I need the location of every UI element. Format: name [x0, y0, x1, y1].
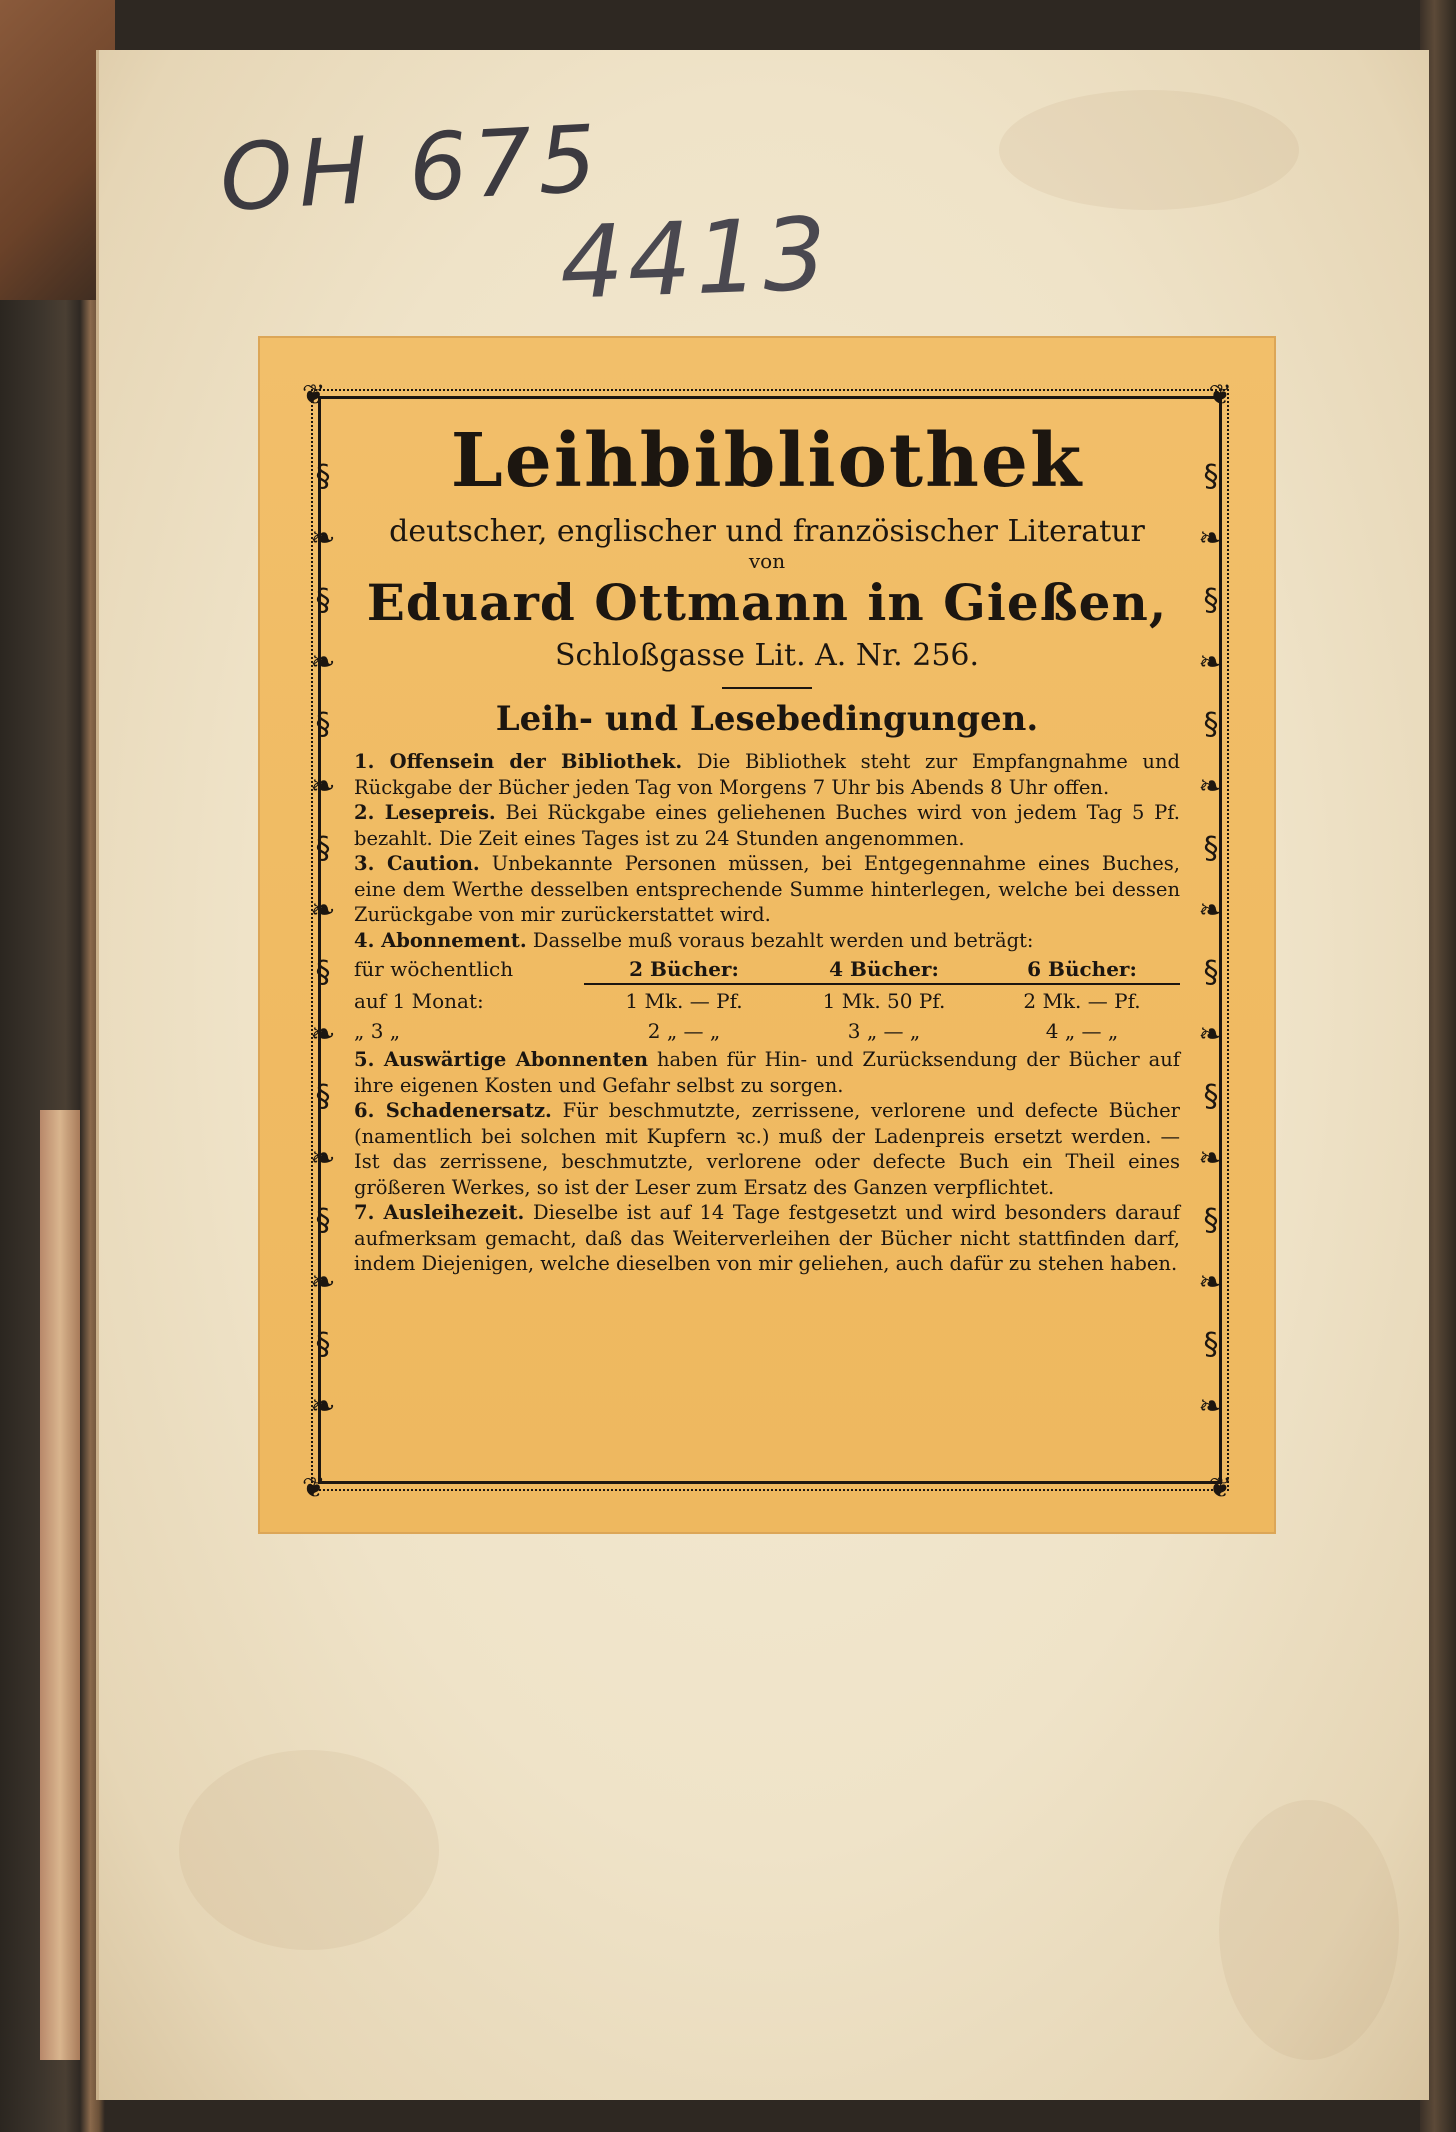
stain — [999, 90, 1299, 210]
condition-item: 7. Ausleihezeit. Dieselbe ist auf 14 Tage festgesetzt und wird besonders darauf aufmerksam gemacht, daß das Weiterverleihen der Bücher nicht stattfinden darf, indem Diejenigen, welche dieselben von mir geliehen, auch dafür zu stehen haben. — [354, 1201, 1180, 1275]
corner-ornament-icon: ❦ — [1208, 1471, 1232, 1504]
schedule-header: für wöchentlich 2 Bücher: 4 Bücher: 6 Bücher: — [354, 955, 1180, 985]
condition-item: 5. Auswärtige Abonnenten haben für Hin- und Zurücksendung der Bücher auf ihre eigenen Kosten und Gefahr selbst zu sorgen. — [354, 1048, 1180, 1097]
label-title: Leihbibliothek — [450, 418, 1084, 504]
accession-handwritten: 4413 — [558, 195, 833, 322]
label-address: Schloßgasse Lit. A. Nr. 256. — [554, 638, 980, 673]
condition-item: 6. Schadenersatz. Für beschmutzte, zerrissene, verlorene und defecte Bücher (namentlich bei solchen mit Kupfern ꝛc.) muß der Ladenpreis ersetzt werden. — Ist das zerrissene, beschmutzte, verlorene oder defecte Buch ein Theil eines größeren Werkes, so ist der Leser zum Ersatz des Ganzen verpflichtet. — [354, 1099, 1180, 1199]
label-owner: Eduard Ottmann in Gießen, — [366, 573, 1168, 632]
label-subtitle: deutscher, englischer und französischer Literatur — [389, 514, 1145, 549]
side-ornament-icon: § ❧ § ❧ § ❧ § ❧ § ❧ § ❧ § ❧ § ❧ — [1198, 459, 1224, 1424]
condition-item: 1. Offensein der Bibliothek. Die Bibliothek steht zur Empfangnahme und Rückgabe der Bücher jeden Tag von Morgens 7 Uhr bis Abends 8 Uhr offen. — [354, 750, 1180, 799]
library-label — [258, 336, 1276, 1534]
corner-ornament-icon: ❦ — [302, 1471, 326, 1504]
stain — [1219, 1800, 1399, 2060]
label-von: von — [748, 549, 786, 573]
side-ornament-icon: § ❧ § ❧ § ❧ § ❧ § ❧ § ❧ § ❧ § ❧ — [310, 459, 336, 1424]
corner-ornament-icon: ❦ — [302, 378, 326, 411]
conditions-title: Leih- und Lesebedingungen. — [495, 699, 1039, 739]
divider — [722, 687, 812, 689]
schedule-row: auf 1 Monat: 1 Mk. — Pf. 1 Mk. 50 Pf. 2 Mk. — Pf. — [354, 989, 1141, 1013]
condition-item: 2. Lesepreis. Bei Rückgabe eines geliehenen Buches wird von jedem Tag 5 Pf. bezahlt. Die Zeit eines Tages ist zu 24 Stunden angenommen. — [354, 801, 1181, 850]
shelfmark-handwritten: OH 675 — [217, 105, 605, 232]
leather-edge — [40, 1110, 80, 2060]
stain — [179, 1750, 439, 1950]
corner-ornament-icon: ❦ — [1208, 378, 1232, 411]
schedule-row: „ 3 „ 2 „ — „ 3 „ — „ 4 „ — „ — [354, 1019, 1119, 1043]
label-content — [354, 416, 1180, 1277]
condition-item: 3. Caution. Unbekannte Personen müssen, bei Entgegennahme eines Buches, eine dem Werthe desselben entsprechende Summe hinterlegen, welche bei dessen Zurückgabe von mir zurückerstattet wird. — [354, 852, 1180, 926]
condition-item: 4. Abonnement. Dasselbe muß voraus bezahlt werden und beträgt: — [354, 928, 1034, 952]
